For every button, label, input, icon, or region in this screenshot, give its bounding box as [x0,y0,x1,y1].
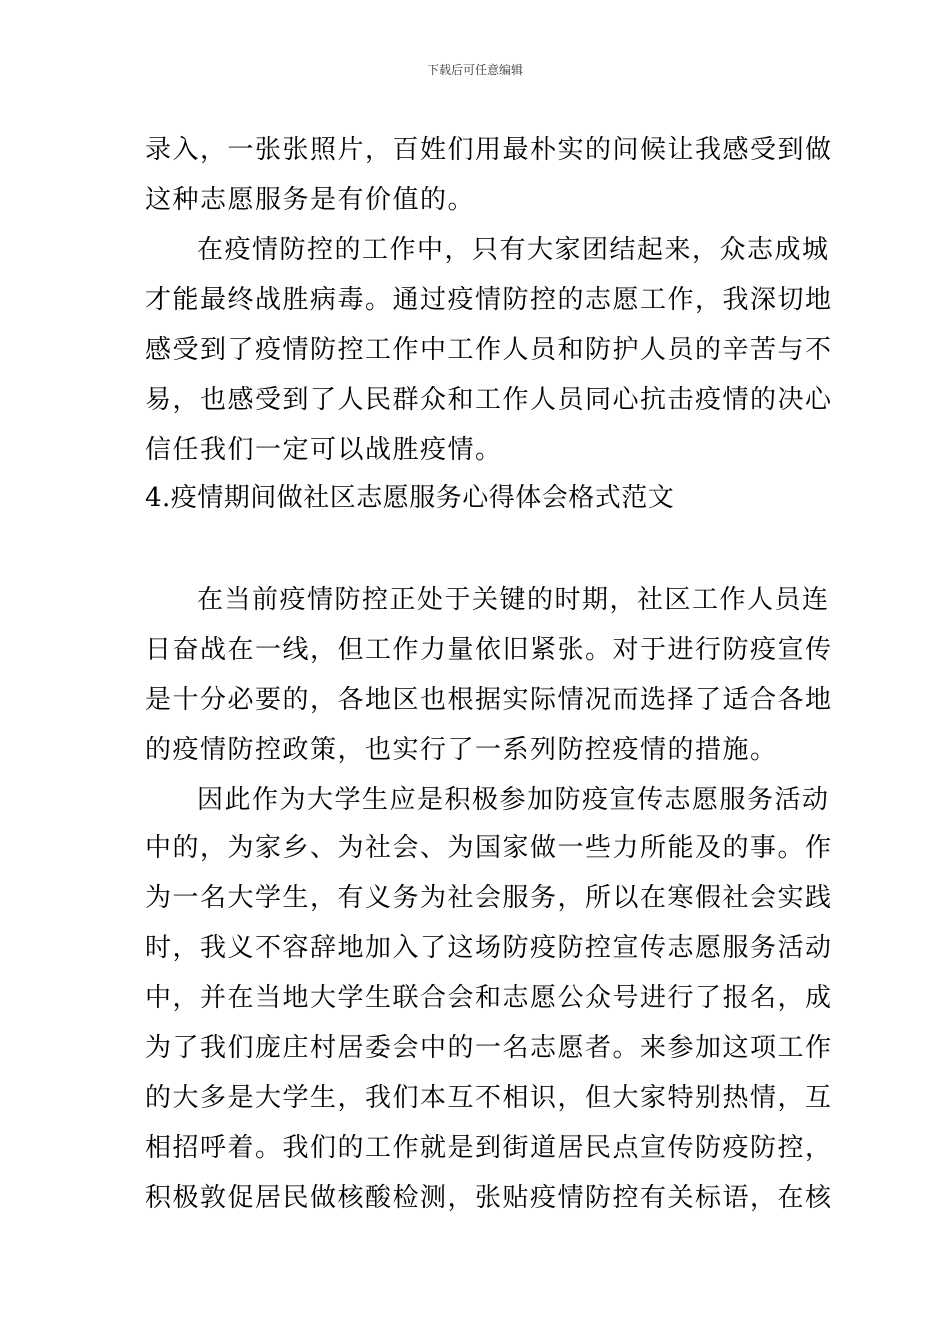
text-line: 为了我们庞庄村居委会中的一名志愿者。来参加这项工作 [145,1033,833,1063]
text-line: 相招呼着。我们的工作就是到街道居民点宣传防疫防控， [145,1133,833,1163]
text-line: 中，并在当地大学生联合会和志愿公众号进行了报名，成 [145,983,833,1013]
text-line: 为一名大学生，有义务为社会服务，所以在寒假社会实践 [145,883,833,913]
text-line: 才能最终战胜病毒。通过疫情防控的志愿工作，我深切地 [145,285,833,315]
text-line: 感受到了疫情防控工作中工作人员和防护人员的辛苦与不 [145,335,833,365]
page-header: 下载后可任意编辑 [426,63,523,77]
text-line: 日奋战在一线，但工作力量依旧紧张。对于进行防疫宣传 [145,635,833,665]
text-line: 的大多是大学生，我们本互不相识，但大家特别热情，互 [145,1083,833,1113]
text-line: 是十分必要的，各地区也根据实际情况而选择了适合各地 [145,685,833,715]
text-line: 易，也感受到了人民群众和工作人员同心抗击疫情的决心 [145,385,833,415]
paragraph-first-line: 在当前疫情防控正处于关键的时期，社区工作人员连 [197,585,830,615]
paragraph-first-line: 在疫情防控的工作中，只有大家团结起来，众志成城 [197,235,830,265]
text-line: 信任我们一定可以战胜疫情。 [145,435,503,465]
text-line: 积极敦促居民做核酸检测，张贴疫情防控有关标语，在核 [145,1183,833,1213]
section-heading: 4.疫情期间做社区志愿服务心得体会格式范文 [145,483,675,513]
paragraph-first-line: 因此作为大学生应是积极参加防疫宣传志愿服务活动 [197,785,830,815]
text-line: 中的，为家乡、为社会、为国家做一些力所能及的事。作 [145,833,833,863]
text-line: 这种志愿服务是有价值的。 [145,185,476,215]
text-line: 时，我义不容辞地加入了这场防疫防控宣传志愿服务活动 [145,933,833,963]
text-line: 的疫情防控政策，也实行了一系列防控疫情的措施。 [145,735,778,765]
text-line: 录入，一张张照片，百姓们用最朴实的问候让我感受到做 [145,135,833,165]
